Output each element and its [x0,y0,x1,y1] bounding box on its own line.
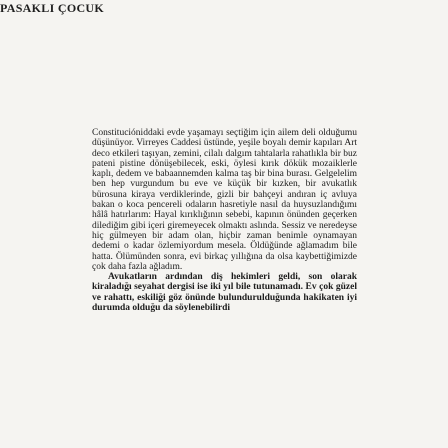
running-header: PASAKLI ÇOCUK [0,1,105,15]
article-body [92,128,357,313]
paragraph: Constitucióniddaki evde yaşamayı seçtiğim için ailem deli olduğumu düşünüyor. Virreyes Caddesi üstünde, yeşile boyalı demir kapıları Art deco etkileri taşıyan, zemini, cilalı dalgım tahtalarla rahatlıkla bir buz pateni pistine dönüşebilecek, eski, öylesi kırık dökük mozaiklerle kaplı, dedem ve babaannemden kalma taş bir bina burası. Gelgelelim ben hep vurgundum bu eve ve küçük bir kızken, bir avukatlık bürosuna kiraya verdiklerinde, gizli bir bahçeyi andıran iç avluya bakan o koca pencereli odaların hasretiyle nasıl da huysuzlandığımı hâlâ hatırlarım: Hayal kırıklığının sebebi, kapının önünden geçerken dilediğim gibi içeri giremeyecek olmaktı aslında. Sessiz ve neredeyse hiç gülmeyen bir adam olan, hiçbir zaman benimle oynamayan dedemi o kadar özlemiyordum mesela. Öldüğünde ağlamadım bile hatta. Ölümünden sonra, evi birkaç yıllığına da olsa kaybettiğimizde çok daha fazla ağladım. [92,128,357,272]
paragraph: Avukatların ardından diş hekimleri geldi, son olarak kiraladığı seyahat dergisi ise iki yıl bile tutunamadı. Ev çok güzel ve rahattı, eskiliği göz önünde bulundurulduğunda hakikaten iyi durumda olduğu da söylenebilirdi [92,272,357,314]
